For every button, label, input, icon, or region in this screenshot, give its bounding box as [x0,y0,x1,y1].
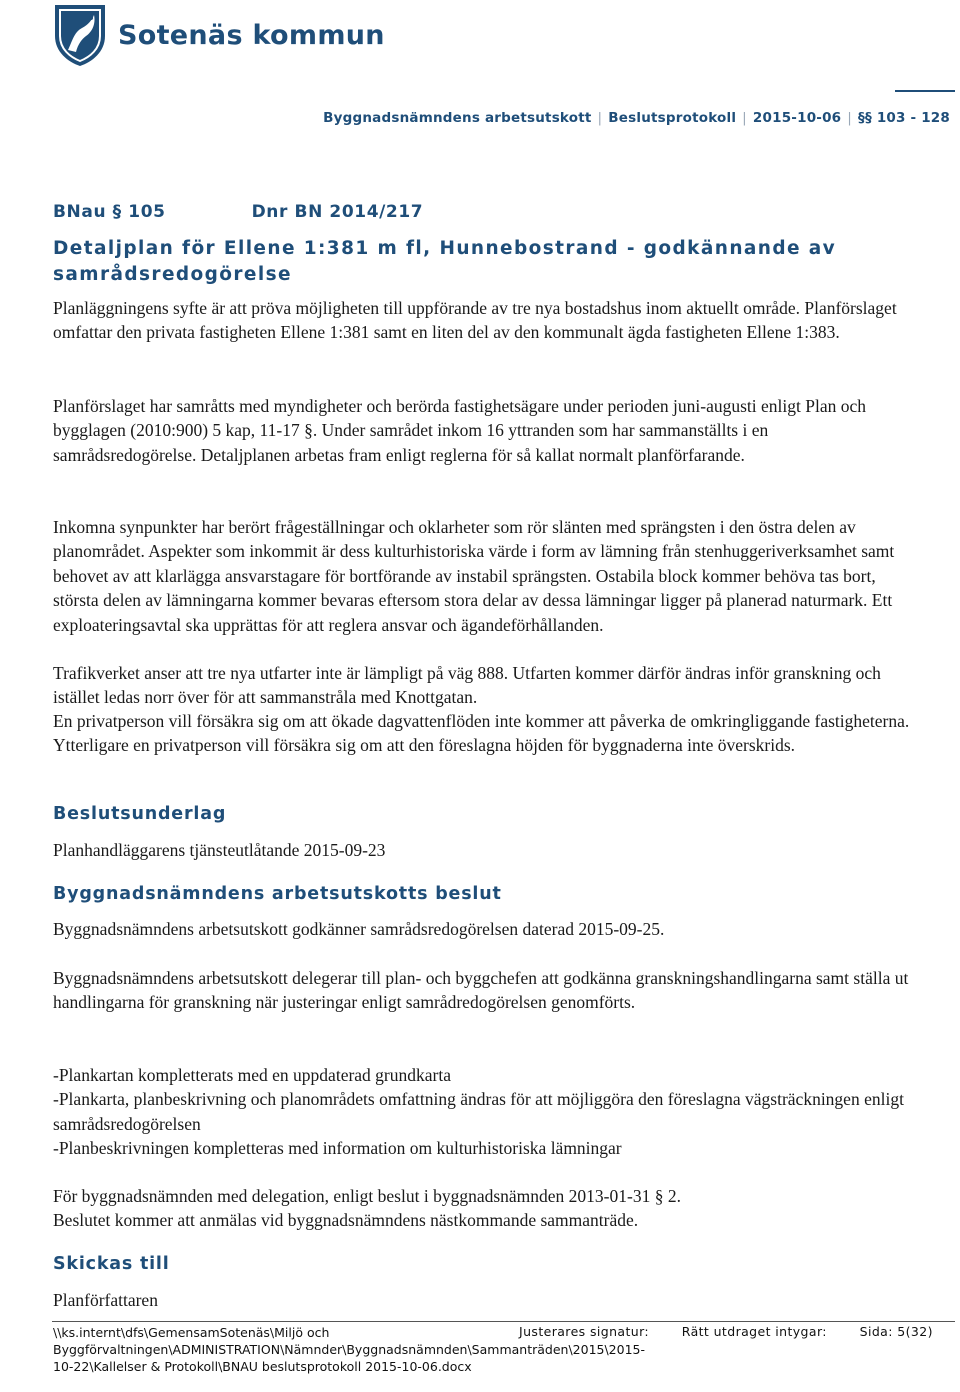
header-rule [895,90,955,92]
coat-of-arms-icon [52,2,108,68]
header-org: Byggnadsnämndens arbetsutskott [323,110,592,126]
running-header [52,110,950,126]
body-paragraph: Inkomna synpunkter har berört frågeställningar och oklarheter som rör slänten med sprängsten i den östra delen av planområdet. Aspekter som inkommit är dess kulturhistoriska värde i form av lämning från stenhuggeriverksamhet samt behovet av att klarlägga ansvarstagare för bortförande av instabil sprängsten. Ostabila block kommer behöva tas bort, största delen av lämningarna kommer bevaras eftersom stora delar av dessa lämningar ligger på planerad naturmark. Ett exploateringsavtal ska upprättas för att reglera ansvar och ägandeförhållanden. [53,517,895,635]
page-number: Sida: 5(32) [859,1324,933,1339]
list-item: -Plankarta, planbeskrivning och planområdets omfattning ändras för att möjliggöra den föreslagna vägsträckningen enligt samrådsredogörelsen [53,1089,904,1134]
header-separator: | [597,110,603,126]
document-title: Detaljplan för Ellene 1:381 m fl, Hunnebostrand - godkännande av samrådsredogörelse [53,238,837,285]
case-id: BNau § 105 [53,202,166,222]
skickas-text: Planförfattaren [53,1290,158,1310]
body-paragraph: Planförslaget har samråtts med myndigheter och berörda fastighetsägare under perioden juni-augusti enligt Plan och bygglagen (2010:900) 5 kap, 11-17 §. Under samrådet inkom 16 yttranden som har sammanställts i en samrådsredogörelse. Detaljplanen arbetas fram enligt reglerna för så kallat normalt planförfarande. [53,396,867,465]
delegation-text: För byggnadsnämnden med delegation, enligt beslut i byggnadsnämnden 2013-01-31 § 2. [53,1186,681,1206]
section-heading-beslut: Byggnadsnämndens arbetsutskotts beslut [53,884,502,904]
header-separator: | [742,110,747,126]
sotenas-logo [52,2,385,68]
header-separator: | [847,110,853,126]
body-paragraph: En privatperson vill försäkra sig om att ökade dagvattenflöden inte kommer att påverka de omkringliggande fastigheterna. Ytterligare en privatperson vill försäkra sig om att den föreslagna höjden för byggnaderna inte överskrids. [53,711,910,756]
body-paragraph: Planläggningens syfte är att pröva möjligheten till uppförande av tre nya bostadshus inom aktuellt område. Planförslaget omfattar den privata fastigheten Ellene 1:381 samt en liten del av den kommunalt ägda fastigheten Ellene 1:383. [53,298,897,343]
section-heading-beslutsunderlag: Beslutsunderlag [53,804,227,824]
footer-rule [52,1321,955,1322]
body-paragraph: Trafikverket anser att tre nya utfarter inte är lämpligt på väg 888. Utfarten kommer därför ändras inför granskning och istället ledas norr över för att sammanstråla med Knottgatan. [53,663,881,708]
list-item: -Planbeskrivningen kompletteras med information om kulturhistoriska lämningar [53,1138,622,1159]
header-paragraphs: §§ 103 - 128 [858,110,950,126]
ratt-utdraget-label: Rätt utdraget intygar: [681,1324,827,1339]
header-doc: Beslutsprotokoll [608,110,737,126]
beslutsunderlag-text: Planhandläggarens tjänsteutlåtande 2015-09-23 [53,840,386,860]
beslut-paragraph: Byggnadsnämndens arbetsutskott godkänner samrådsredogörelsen daterad 2015-09-25. [53,919,665,939]
beslut-list [53,1063,913,1161]
beslut-paragraph: Byggnadsnämndens arbetsutskott delegerar till plan- och byggchefen att godkänna granskningshandlingarna samt ställa ut handlingarna för granskning när justeringar enligt samrådredogörelsen genomförts. [53,968,909,1013]
delegation-text: Beslutet kommer att anmälas vid byggnadsnämndens nästkommande sammanträde. [53,1210,639,1231]
list-item: -Plankartan kompletterats med en uppdaterad grundkarta [53,1065,451,1085]
logo-text: Sotenäs kommun [118,19,385,51]
case-dnr: Dnr BN 2014/217 [251,202,424,222]
case-line [53,202,423,222]
footer-signatures [519,1324,933,1339]
justerares-signatur-label: Justerares signatur: [519,1324,650,1339]
delegation-block [53,1184,913,1233]
file-path: \\ks.internt\dfs\GemensamSotenäs\Miljö och Byggförvaltningen\ADMINISTRATION\Nämnder\Byggnadsnämnden\Sammanträden\2015\2015-10-22\Kallelser & Protokoll\BNAU beslutsprotokoll 2015-10-06.docx [53,1325,646,1374]
header-date: 2015-10-06 [752,110,842,126]
section-heading-skickas: Skickas till [53,1254,170,1274]
